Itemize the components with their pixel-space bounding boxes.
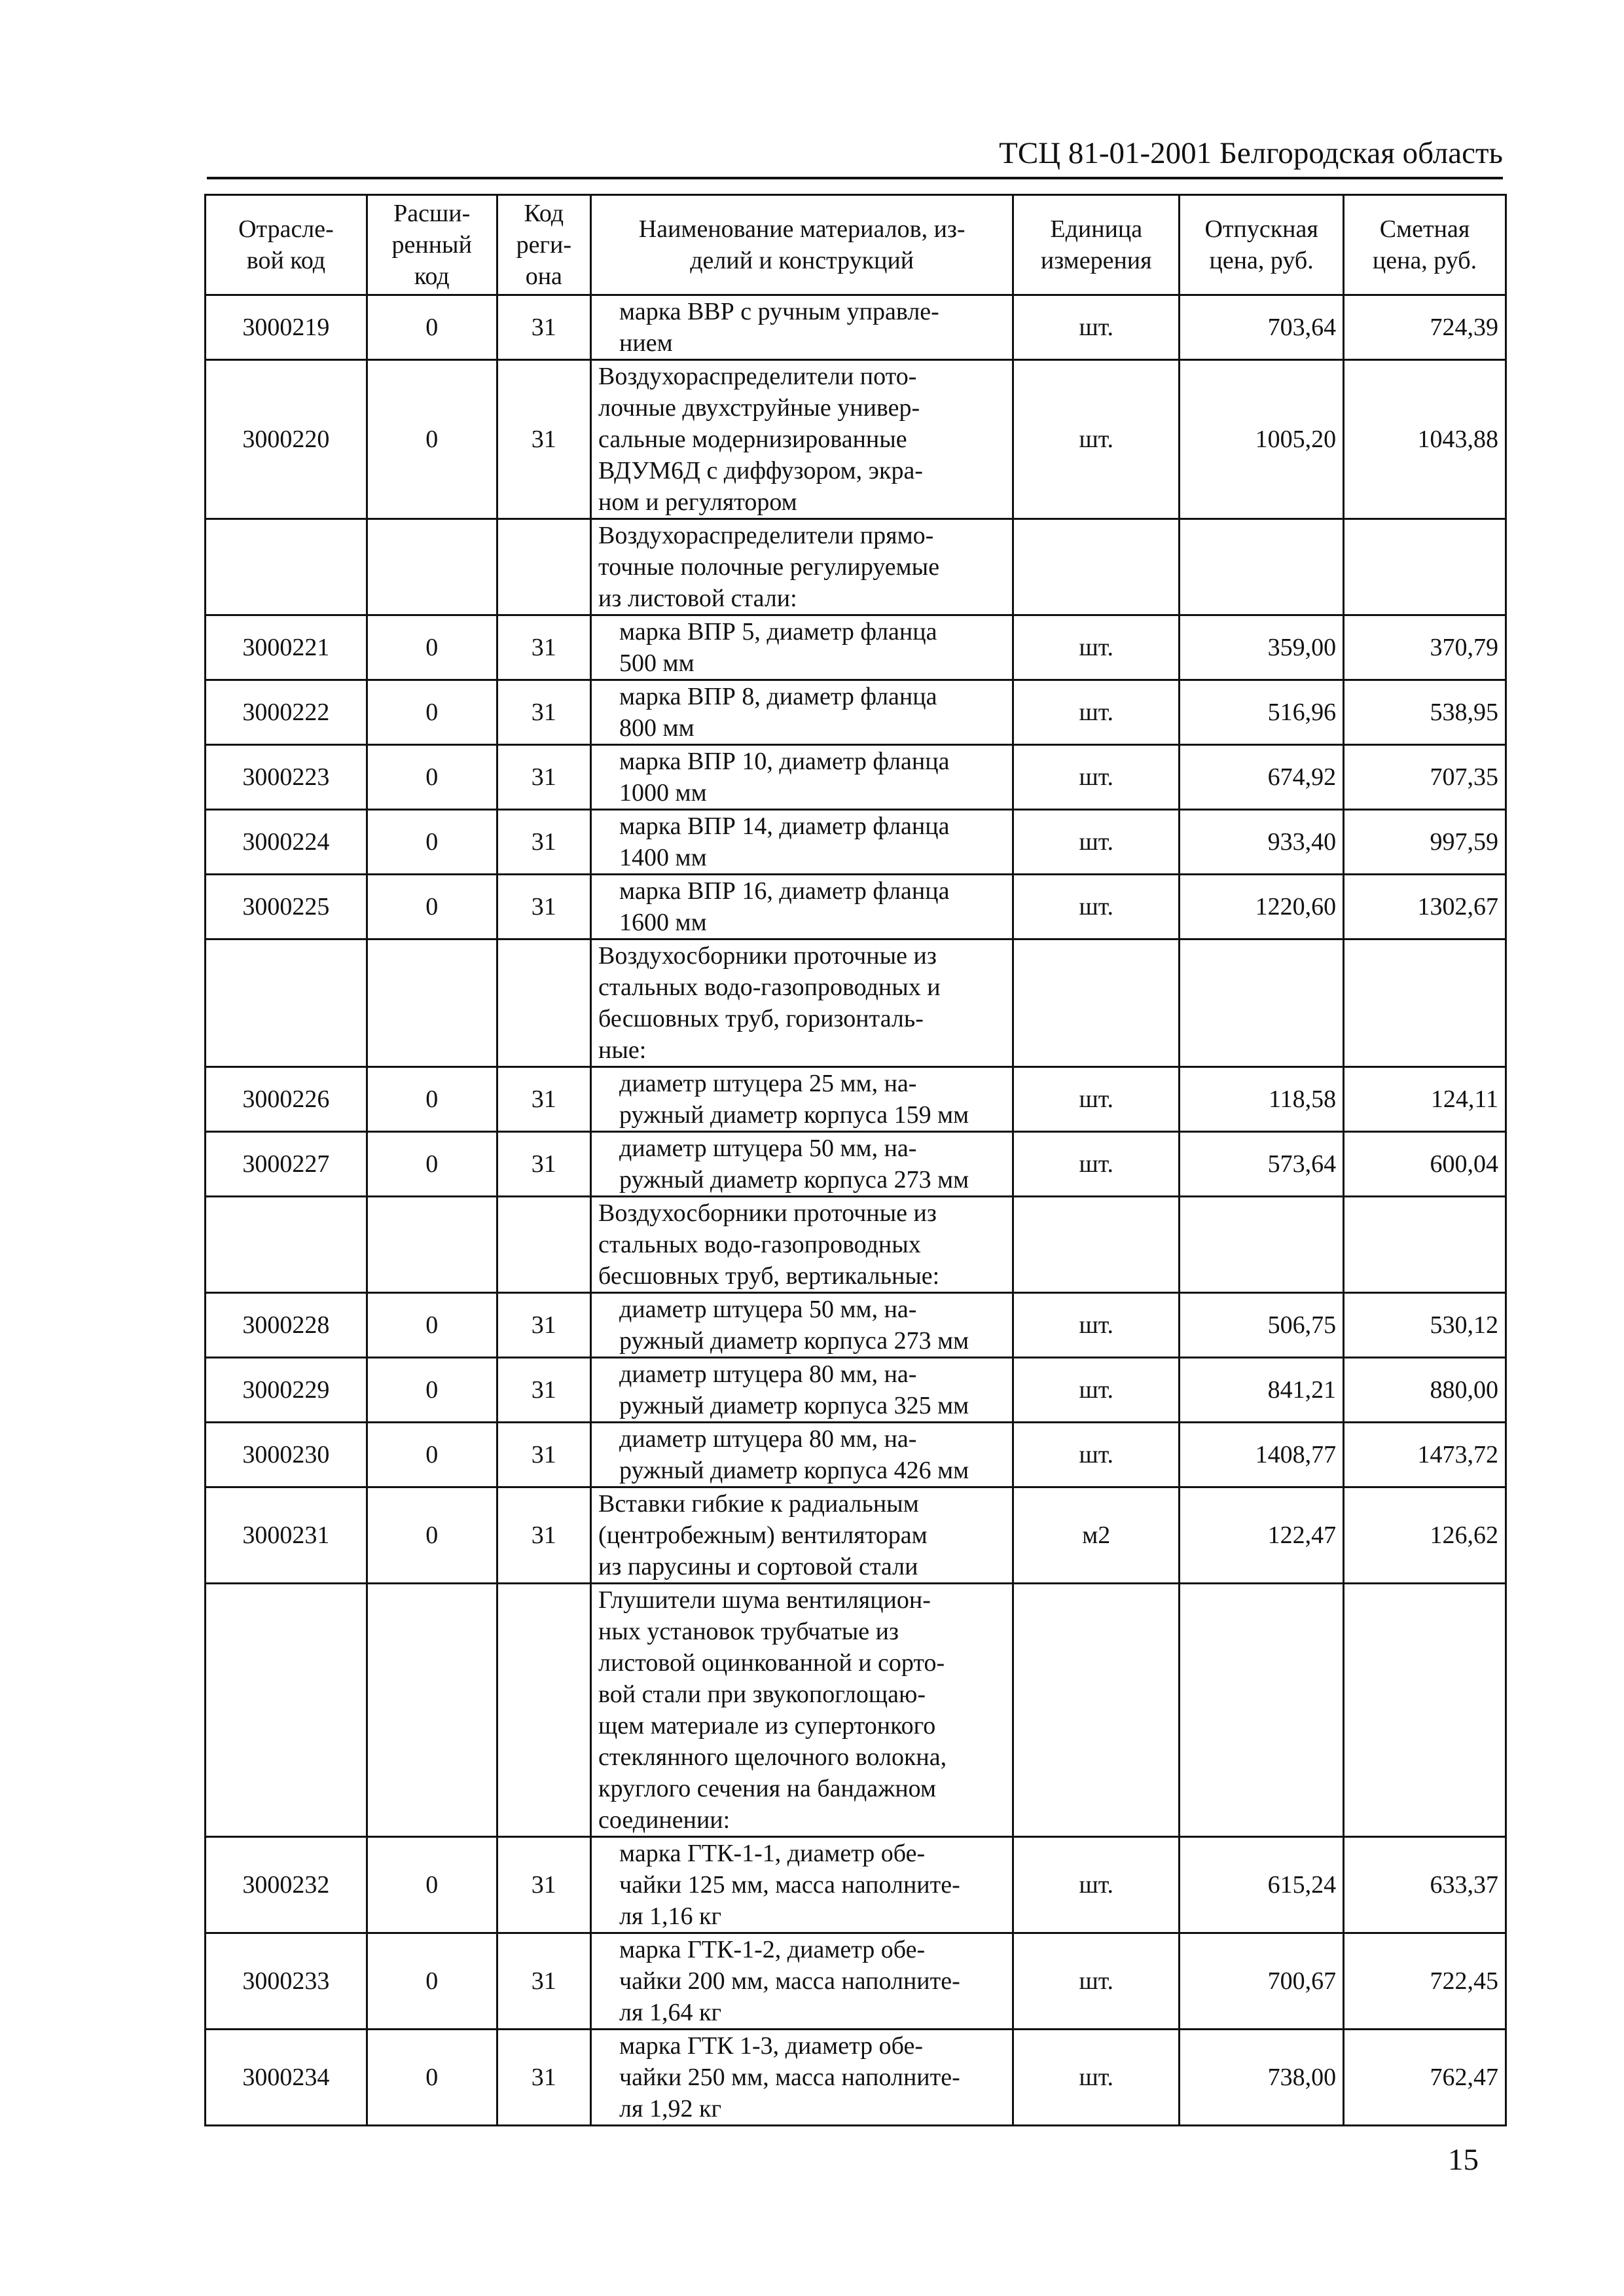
table-row <box>206 1584 1506 1837</box>
estimate-price-cell: 997,59 <box>1344 810 1506 875</box>
extended-code-cell: 0 <box>367 810 497 875</box>
column-header: Расши- ренный код <box>367 195 497 295</box>
column-header: Отпускная цена, руб. <box>1180 195 1344 295</box>
unit-cell <box>1013 939 1180 1067</box>
region-code-cell: 31 <box>497 680 591 745</box>
region-code-cell: 31 <box>497 1067 591 1132</box>
table-row <box>206 615 1506 680</box>
industry-code-cell: 3000223 <box>206 745 367 810</box>
industry-code-cell <box>206 1197 367 1293</box>
extended-code-cell: 0 <box>367 680 497 745</box>
release-price-cell: 933,40 <box>1180 810 1344 875</box>
extended-code-cell: 0 <box>367 1293 497 1358</box>
unit-cell: шт. <box>1013 1132 1180 1197</box>
extended-code-cell: 0 <box>367 2030 497 2126</box>
region-code-cell: 31 <box>497 1358 591 1423</box>
page-header <box>207 130 1503 179</box>
region-code-cell: 31 <box>497 745 591 810</box>
industry-code-cell: 3000221 <box>206 615 367 680</box>
table-body <box>206 295 1506 2126</box>
industry-code-cell: 3000222 <box>206 680 367 745</box>
industry-code-cell: 3000220 <box>206 360 367 519</box>
table-row <box>206 810 1506 875</box>
table-row <box>206 939 1506 1067</box>
extended-code-cell: 0 <box>367 875 497 939</box>
release-price-cell: 700,67 <box>1180 1933 1344 2030</box>
region-code-cell <box>497 519 591 615</box>
region-code-cell: 31 <box>497 1132 591 1197</box>
material-name-cell: марка ВПР 16, диаметр фланца 1600 мм <box>591 875 1013 939</box>
region-code-cell: 31 <box>497 1933 591 2030</box>
extended-code-cell <box>367 1197 497 1293</box>
estimate-price-cell: 633,37 <box>1344 1837 1506 1933</box>
unit-cell <box>1013 519 1180 615</box>
material-name-cell: диаметр штуцера 50 мм, на- ружный диаметр корпуса 273 мм <box>591 1293 1013 1358</box>
document-title: ТСЦ 81-01-2001 Белгородская область <box>999 136 1503 170</box>
unit-cell: шт. <box>1013 1423 1180 1487</box>
estimate-price-cell: 1302,67 <box>1344 875 1506 939</box>
estimate-price-cell: 880,00 <box>1344 1358 1506 1423</box>
industry-code-cell <box>206 1584 367 1837</box>
estimate-price-cell: 707,35 <box>1344 745 1506 810</box>
industry-code-cell: 3000224 <box>206 810 367 875</box>
table-row <box>206 1487 1506 1584</box>
estimate-price-cell: 724,39 <box>1344 295 1506 360</box>
table-row <box>206 1197 1506 1293</box>
industry-code-cell <box>206 519 367 615</box>
unit-cell: шт. <box>1013 1293 1180 1358</box>
extended-code-cell: 0 <box>367 1837 497 1933</box>
material-name-cell: марка ВВР с ручным управле- нием <box>591 295 1013 360</box>
extended-code-cell <box>367 1584 497 1837</box>
material-name-cell: марка ГТК-1-1, диаметр обе- чайки 125 мм, масса наполните- ля 1,16 кг <box>591 1837 1013 1933</box>
table-row <box>206 1933 1506 2030</box>
column-header: Отрасле- вой код <box>206 195 367 295</box>
column-header: Единица измерения <box>1013 195 1180 295</box>
region-code-cell: 31 <box>497 1487 591 1584</box>
estimate-price-cell: 124,11 <box>1344 1067 1506 1132</box>
column-header: Наименование материалов, из- делий и конструкций <box>591 195 1013 295</box>
column-header: Сметная цена, руб. <box>1344 195 1506 295</box>
unit-cell: шт. <box>1013 745 1180 810</box>
release-price-cell: 1220,60 <box>1180 875 1344 939</box>
table-row <box>206 295 1506 360</box>
extended-code-cell: 0 <box>367 1132 497 1197</box>
estimate-price-cell <box>1344 1197 1506 1293</box>
material-name-cell: диаметр штуцера 80 мм, на- ружный диаметр корпуса 325 мм <box>591 1358 1013 1423</box>
estimate-price-cell: 538,95 <box>1344 680 1506 745</box>
release-price-cell: 674,92 <box>1180 745 1344 810</box>
unit-cell <box>1013 1584 1180 1837</box>
extended-code-cell: 0 <box>367 1067 497 1132</box>
table-row <box>206 519 1506 615</box>
release-price-cell: 118,58 <box>1180 1067 1344 1132</box>
estimate-price-cell: 1043,88 <box>1344 360 1506 519</box>
region-code-cell <box>497 1584 591 1837</box>
industry-code-cell: 3000233 <box>206 1933 367 2030</box>
release-price-cell: 703,64 <box>1180 295 1344 360</box>
table-header-row <box>206 195 1506 295</box>
unit-cell: м2 <box>1013 1487 1180 1584</box>
extended-code-cell <box>367 939 497 1067</box>
region-code-cell: 31 <box>497 875 591 939</box>
release-price-cell: 1408,77 <box>1180 1423 1344 1487</box>
material-name-cell: диаметр штуцера 50 мм, на- ружный диаметр корпуса 273 мм <box>591 1132 1013 1197</box>
extended-code-cell: 0 <box>367 1423 497 1487</box>
release-price-cell: 1005,20 <box>1180 360 1344 519</box>
table-row <box>206 1293 1506 1358</box>
unit-cell: шт. <box>1013 615 1180 680</box>
unit-cell: шт. <box>1013 1837 1180 1933</box>
region-code-cell <box>497 1197 591 1293</box>
material-name-cell: марка ГТК 1-3, диаметр обе- чайки 250 мм, масса наполните- ля 1,92 кг <box>591 2030 1013 2126</box>
extended-code-cell <box>367 519 497 615</box>
region-code-cell: 31 <box>497 1293 591 1358</box>
estimate-price-cell: 762,47 <box>1344 2030 1506 2126</box>
unit-cell: шт. <box>1013 295 1180 360</box>
release-price-cell <box>1180 939 1344 1067</box>
material-name-cell: марка ВПР 5, диаметр фланца 500 мм <box>591 615 1013 680</box>
table-row <box>206 360 1506 519</box>
region-code-cell: 31 <box>497 295 591 360</box>
estimate-price-cell <box>1344 519 1506 615</box>
industry-code-cell: 3000219 <box>206 295 367 360</box>
industry-code-cell: 3000229 <box>206 1358 367 1423</box>
unit-cell <box>1013 1197 1180 1293</box>
extended-code-cell: 0 <box>367 360 497 519</box>
material-name-cell: Воздухосборники проточные из стальных водо-газопроводных бесшовных труб, вертикальные: <box>591 1197 1013 1293</box>
industry-code-cell: 3000234 <box>206 2030 367 2126</box>
estimate-price-cell <box>1344 1584 1506 1837</box>
extended-code-cell: 0 <box>367 615 497 680</box>
release-price-cell: 615,24 <box>1180 1837 1344 1933</box>
table-row <box>206 745 1506 810</box>
unit-cell: шт. <box>1013 2030 1180 2126</box>
table-row <box>206 1837 1506 1933</box>
unit-cell: шт. <box>1013 1933 1180 2030</box>
region-code-cell: 31 <box>497 2030 591 2126</box>
page-number: 15 <box>1448 2143 1479 2177</box>
industry-code-cell: 3000227 <box>206 1132 367 1197</box>
table-row <box>206 875 1506 939</box>
material-name-cell: диаметр штуцера 25 мм, на- ружный диаметр корпуса 159 мм <box>591 1067 1013 1132</box>
table-row <box>206 1067 1506 1132</box>
table-row <box>206 1132 1506 1197</box>
release-price-cell: 122,47 <box>1180 1487 1344 1584</box>
region-code-cell: 31 <box>497 360 591 519</box>
table-row <box>206 2030 1506 2126</box>
unit-cell: шт. <box>1013 680 1180 745</box>
estimate-price-cell: 530,12 <box>1344 1293 1506 1358</box>
estimate-price-cell: 370,79 <box>1344 615 1506 680</box>
material-name-cell: Воздухосборники проточные из стальных водо-газопроводных и бесшовных труб, горизонталь- ные: <box>591 939 1013 1067</box>
industry-code-cell: 3000232 <box>206 1837 367 1933</box>
material-name-cell: Воздухораспределители пото- лочные двухструйные универ- сальные модернизированные ВДУМ6Д с диффузором, экра- ном и регулятором <box>591 360 1013 519</box>
estimate-price-cell: 600,04 <box>1344 1132 1506 1197</box>
estimate-price-cell <box>1344 939 1506 1067</box>
material-name-cell: диаметр штуцера 80 мм, на- ружный диаметр корпуса 426 мм <box>591 1423 1013 1487</box>
table-row <box>206 680 1506 745</box>
release-price-cell: 359,00 <box>1180 615 1344 680</box>
release-price-cell: 506,75 <box>1180 1293 1344 1358</box>
release-price-cell <box>1180 1197 1344 1293</box>
release-price-cell: 738,00 <box>1180 2030 1344 2126</box>
extended-code-cell: 0 <box>367 745 497 810</box>
material-name-cell: Вставки гибкие к радиальным (центробежным) вентиляторам из парусины и сортовой стали <box>591 1487 1013 1584</box>
material-name-cell: Глушители шума вентиляцион- ных установок трубчатые из листовой оцинкованной и сорто- вой стали при звукопоглощаю- щем материале из супертонкого стеклянного щелочного волокна, круглого сечения на бандажном соединении: <box>591 1584 1013 1837</box>
material-name-cell: марка ВПР 8, диаметр фланца 800 мм <box>591 680 1013 745</box>
extended-code-cell: 0 <box>367 1933 497 2030</box>
unit-cell: шт. <box>1013 1067 1180 1132</box>
industry-code-cell: 3000231 <box>206 1487 367 1584</box>
column-header: Код реги- она <box>497 195 591 295</box>
table-row <box>206 1358 1506 1423</box>
material-name-cell: марка ВПР 14, диаметр фланца 1400 мм <box>591 810 1013 875</box>
industry-code-cell <box>206 939 367 1067</box>
unit-cell: шт. <box>1013 810 1180 875</box>
extended-code-cell: 0 <box>367 1358 497 1423</box>
industry-code-cell: 3000226 <box>206 1067 367 1132</box>
region-code-cell <box>497 939 591 1067</box>
region-code-cell: 31 <box>497 1423 591 1487</box>
material-name-cell: Воздухораспределители прямо- точные полочные регулируемые из листовой стали: <box>591 519 1013 615</box>
material-name-cell: марка ВПР 10, диаметр фланца 1000 мм <box>591 745 1013 810</box>
unit-cell: шт. <box>1013 875 1180 939</box>
material-name-cell: марка ГТК-1-2, диаметр обе- чайки 200 мм, масса наполните- ля 1,64 кг <box>591 1933 1013 2030</box>
region-code-cell: 31 <box>497 810 591 875</box>
industry-code-cell: 3000225 <box>206 875 367 939</box>
table-row <box>206 1423 1506 1487</box>
region-code-cell: 31 <box>497 615 591 680</box>
estimate-price-cell: 722,45 <box>1344 1933 1506 2030</box>
release-price-cell: 516,96 <box>1180 680 1344 745</box>
price-table <box>204 194 1507 2126</box>
estimate-price-cell: 126,62 <box>1344 1487 1506 1584</box>
release-price-cell <box>1180 1584 1344 1837</box>
release-price-cell: 841,21 <box>1180 1358 1344 1423</box>
region-code-cell: 31 <box>497 1837 591 1933</box>
estimate-price-cell: 1473,72 <box>1344 1423 1506 1487</box>
extended-code-cell: 0 <box>367 1487 497 1584</box>
unit-cell: шт. <box>1013 360 1180 519</box>
industry-code-cell: 3000228 <box>206 1293 367 1358</box>
release-price-cell: 573,64 <box>1180 1132 1344 1197</box>
industry-code-cell: 3000230 <box>206 1423 367 1487</box>
unit-cell: шт. <box>1013 1358 1180 1423</box>
extended-code-cell: 0 <box>367 295 497 360</box>
release-price-cell <box>1180 519 1344 615</box>
